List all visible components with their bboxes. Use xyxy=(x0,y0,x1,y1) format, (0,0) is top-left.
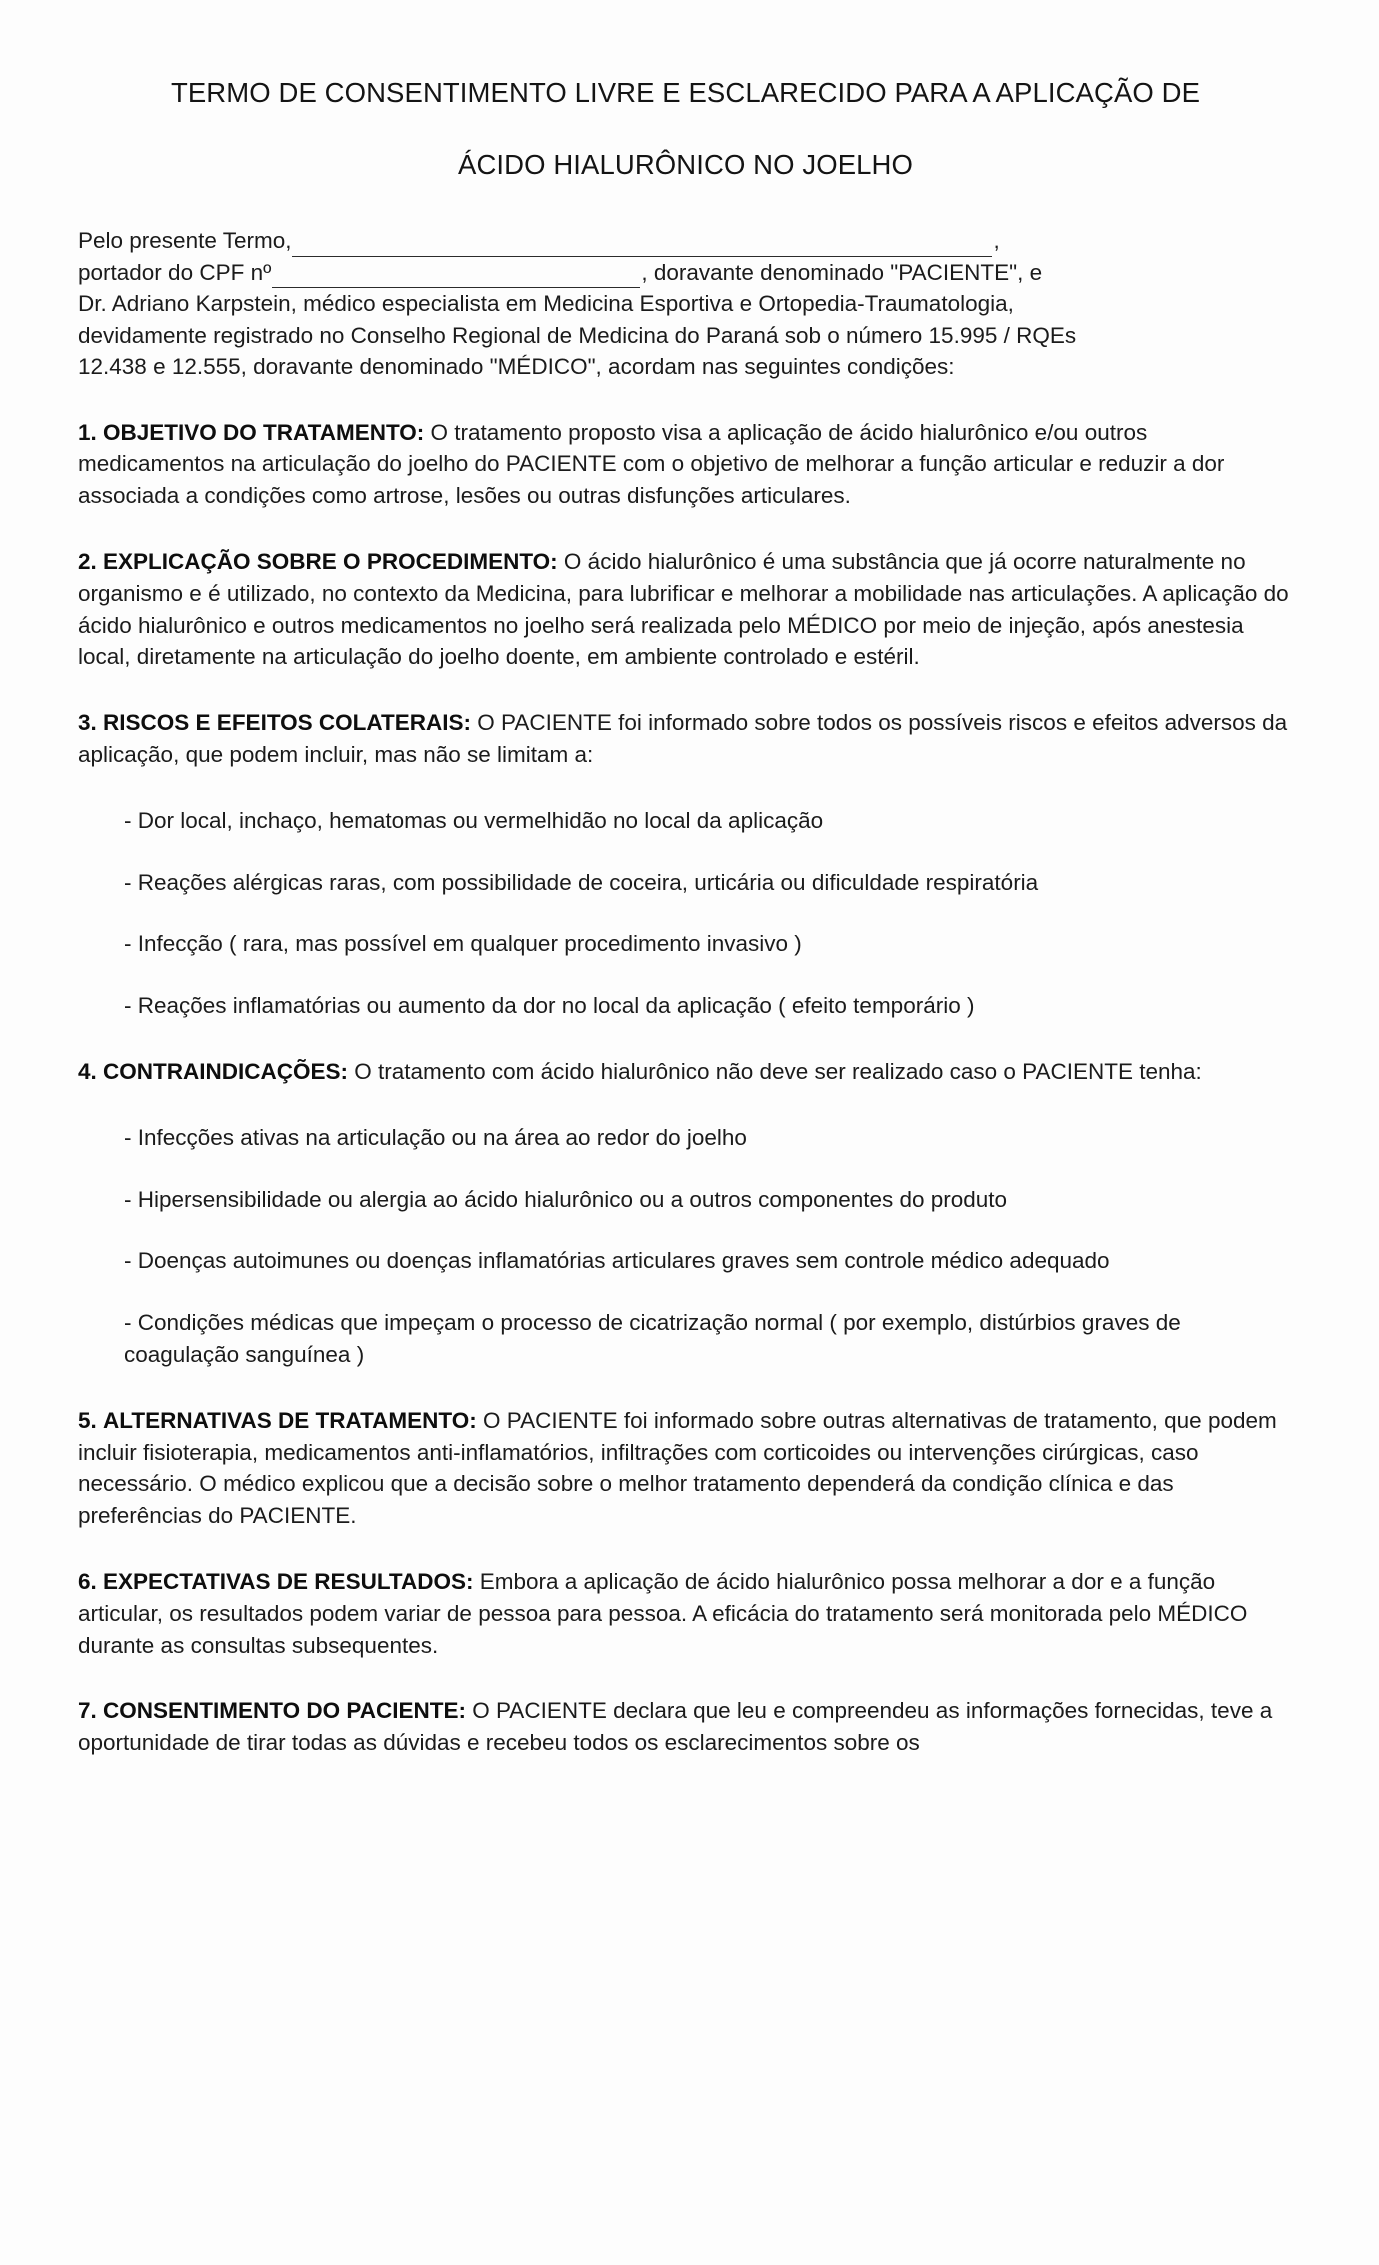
list-item: - Doenças autoimunes ou doenças inflamatórias articulares graves sem controle médico adequado xyxy=(124,1248,1110,1274)
list-item: - Dor local, inchaço, hematomas ou vermelhidão no local da aplicação xyxy=(124,807,824,833)
section-1-heading: OBJETIVO DO TRATAMENTO: xyxy=(103,419,425,445)
intro-line-1-prefix: Pelo presente Termo, xyxy=(78,228,292,254)
intro-paragraph xyxy=(78,225,1293,383)
section-4-heading: CONTRAINDICAÇÕES: xyxy=(103,1058,349,1084)
section-6-paragraph xyxy=(78,1566,1293,1661)
intro-line-3: Dr. Adriano Karpstein, médico especialista em Medicina Esportiva e Ortopedia-Traumatologia, xyxy=(78,291,1014,317)
section-3-body: O PACIENTE foi informado sobre todos os possíveis riscos e efeitos adversos da aplicação, que podem incluir, mas não se limitam a: xyxy=(78,710,1288,767)
section-6-number: 6. xyxy=(78,1568,97,1594)
document-content xyxy=(78,0,1293,1781)
list-item: - Infecção ( rara, mas possível em qualquer procedimento invasivo ) xyxy=(124,931,802,957)
intro-line-2-suffix: , doravante denominado "PACIENTE", e xyxy=(641,259,1043,285)
intro-line-1-suffix: , xyxy=(993,228,1000,254)
section-1-body: O tratamento proposto visa a aplicação de ácido hialurônico e/ou outros medicamentos na articulação do joelho do PACIENTE com o objetivo de melhorar a função articular e reduzir a dor associada a condições como artrose, lesões ou outras disfunções articulares. xyxy=(78,419,1225,509)
section-3-number: 3. xyxy=(78,710,97,736)
document-title-line-1: TERMO DE CONSENTIMENTO LIVRE E ESCLARECIDO PARA A APLICAÇÃO DE xyxy=(170,77,1201,108)
intro-line-1 xyxy=(78,225,1293,257)
document-title-line-2: ÁCIDO HIALURÔNICO NO JOELHO xyxy=(458,148,913,180)
section-4-body: O tratamento com ácido hialurônico não deve ser realizado caso o PACIENTE tenha: xyxy=(348,1058,1202,1084)
section-3-heading: RISCOS E EFEITOS COLATERAIS: xyxy=(103,710,471,736)
section-7-heading: CONSENTIMENTO DO PACIENTE: xyxy=(103,1698,466,1724)
section-3-paragraph xyxy=(78,707,1293,771)
section-7-paragraph xyxy=(78,1695,1293,1759)
intro-line-5: 12.438 e 12.555, doravante denominado "MÉDICO", acordam nas seguintes condições: xyxy=(78,354,955,380)
section-1-number: 1. xyxy=(78,419,97,445)
list-item: - Reações inflamatórias ou aumento da dor no local da aplicação ( efeito temporário ) xyxy=(124,993,975,1019)
intro-line-2-prefix: portador do CPF nº xyxy=(78,259,272,285)
section-2-number: 2. xyxy=(78,548,97,574)
section-2-paragraph xyxy=(78,546,1293,673)
section-5-number: 5. xyxy=(78,1407,97,1433)
intro-line-2 xyxy=(78,257,1293,289)
section-5-heading: ALTERNATIVAS DE TRATAMENTO: xyxy=(103,1407,477,1433)
list-item: - Condições médicas que impeçam o processo de cicatrização normal ( por exemplo, distúrbios graves de coagulação sanguínea ) xyxy=(124,1310,1181,1367)
section-7-number: 7. xyxy=(78,1698,97,1724)
intro-line-4: devidamente registrado no Conselho Regional de Medicina do Paraná sob o número 15.995 / RQEs xyxy=(78,322,1077,348)
patient-name-blank[interactable] xyxy=(292,239,992,257)
section-2-heading: EXPLICAÇÃO SOBRE O PROCEDIMENTO: xyxy=(103,548,558,574)
section-5-body: O PACIENTE foi informado sobre outras alternativas de tratamento, que podem incluir fisioterapia, medicamentos anti-inflamatórios, infiltrações com corticoides ou intervenções cirúrgicas, caso necessário. O médico explicou que a decisão sobre o melhor tratamento dependerá da condição clínica e das preferências do PACIENTE. xyxy=(78,1407,1277,1529)
list-item: - Hipersensibilidade ou alergia ao ácido hialurônico ou a outros componentes do produto xyxy=(124,1186,1008,1212)
list-item: - Infecções ativas na articulação ou na área ao redor do joelho xyxy=(124,1124,747,1150)
section-4-paragraph xyxy=(78,1056,1293,1088)
section-6-body: Embora a aplicação de ácido hialurônico possa melhorar a dor e a função articular, os resultados podem variar de pessoa para pessoa. A eficácia do tratamento será monitorada pelo MÉDICO durante as consultas subsequentes. xyxy=(78,1568,1248,1658)
section-1-paragraph xyxy=(78,417,1293,512)
list-item: - Reações alérgicas raras, com possibilidade de coceira, urticária ou dificuldade respiratória xyxy=(124,869,1039,895)
patient-cpf-blank[interactable] xyxy=(272,270,640,288)
section-7-body: O PACIENTE declara que leu e compreendeu as informações fornecidas, teve a oportunidade de tirar todas as dúvidas e recebeu todos os esclarecimentos sobre os xyxy=(78,1698,1273,1756)
section-5-paragraph xyxy=(78,1405,1293,1532)
section-4-number: 4. xyxy=(78,1058,97,1084)
section-2-body: O ácido hialurônico é uma substância que já ocorre naturalmente no organismo e é utilizado, no contexto da Medicina, para lubrificar e melhorar a mobilidade nas articulações. A aplicação do ácido hialurônico e outros medicamentos no joelho será realizada pelo MÉDICO por meio de injeção, após anestesia local, diretamente na articulação do joelho doente, em ambiente controlado e estéril. xyxy=(78,548,1289,670)
section-6-heading: EXPECTATIVAS DE RESULTADOS: xyxy=(103,1568,474,1594)
